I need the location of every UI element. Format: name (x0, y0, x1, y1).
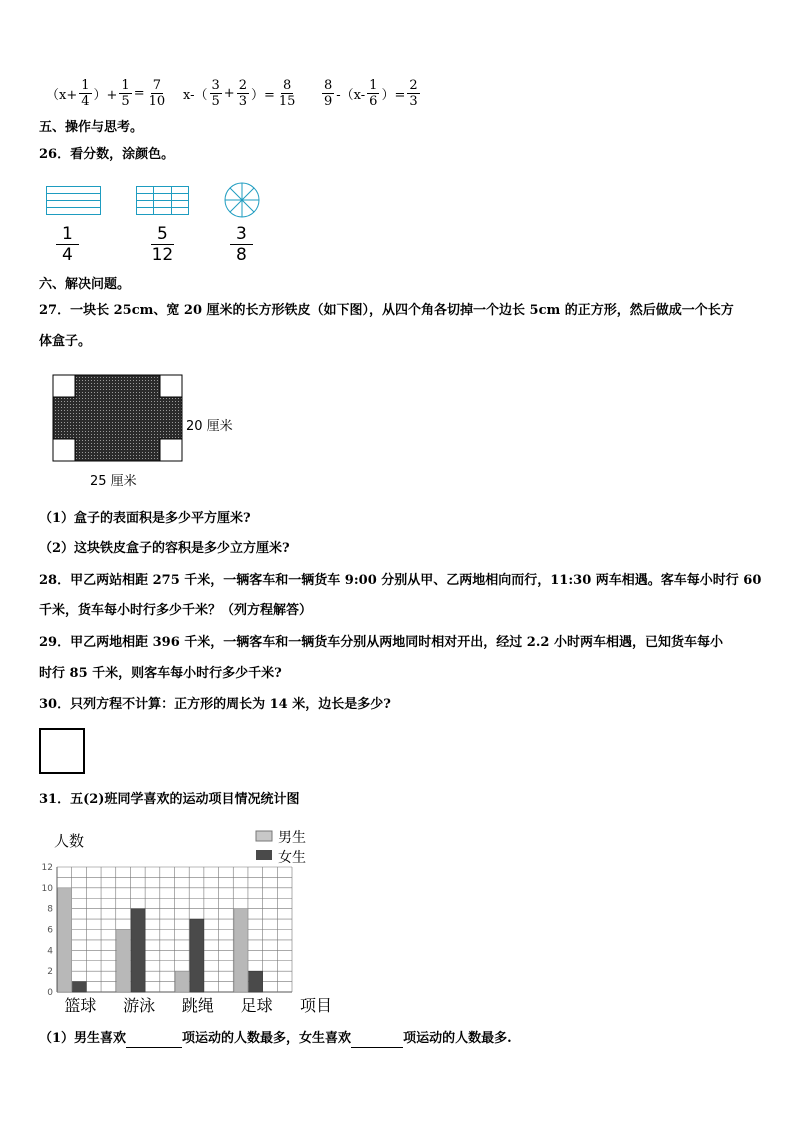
equation-1 (46, 78, 169, 109)
equation-2 (183, 78, 299, 109)
eq3-fraction-0: $\frac{8}{9}$ (324, 78, 333, 109)
rectangle-strips-figure (46, 186, 102, 216)
eq1-prefix: （x+ (46, 88, 78, 103)
eq2-prefix: x-（ (183, 88, 208, 103)
bar-boys-3 (234, 909, 248, 992)
bar-girls-1 (131, 909, 145, 992)
q31-sub1-text-c: 项运动的人数最多. (403, 1031, 512, 1046)
q31-sub1-text-b: 项运动的人数最多，女生喜欢 (182, 1031, 352, 1046)
bar-boys-1 (116, 930, 130, 993)
bar-girls-2 (190, 919, 204, 992)
eq2-fraction-b: $\frac{2}{3}$ (238, 78, 247, 109)
x-category-label: 足球 (240, 996, 273, 1015)
rectangle-grid-figure (136, 186, 190, 216)
legend-label-girls: 女生 (278, 850, 306, 866)
y-tick-label: 10 (41, 883, 53, 894)
bar-girls-3 (249, 971, 263, 992)
question-27-line-1: 27．一块长 25cm、宽 20 厘米的长方形铁皮（如下图），从四个角各切掉一个边长 5cm 的正方形，然后做成一个长方 (39, 303, 734, 318)
section-6-heading: 六、解决问题。 (39, 277, 131, 292)
eq1-fraction-c: $\frac{7}{10}$ (148, 78, 166, 109)
question-26: 26．看分数，涂颜色。 (39, 147, 175, 162)
answer-blank-boys[interactable] (126, 1033, 182, 1048)
square-figure (39, 728, 85, 774)
y-tick-labels (42, 863, 54, 998)
question-29-line-1: 29．甲乙两地相距 396 千米，一辆客车和一辆货车分别从两地同时相对开出，经过 2.2 小时两车相遇，已知货车每小 (39, 635, 723, 650)
eq2-fraction-a: $\frac{3}{5}$ (211, 78, 220, 109)
eq2-mid2: ）= (250, 88, 275, 103)
y-tick-label: 4 (47, 946, 53, 957)
question-29-line-2: 时行 85 千米，则客车每小时行多少千米? (39, 666, 282, 681)
sports-bar-chart (34, 826, 354, 1022)
question-31-sub-1 (39, 1030, 512, 1048)
y-tick-label: 12 (41, 863, 53, 873)
x-category-label: 游泳 (123, 996, 156, 1015)
question-27-sub-2: （2）这块铁皮盒子的容积是多少立方厘米? (39, 541, 290, 556)
eq3-prefix: -（x- (336, 88, 366, 103)
question-30: 30．只列方程不计算：正方形的周长为 14 米，边长是多少? (39, 697, 391, 712)
question-27-line-2: 体盒子。 (39, 334, 92, 349)
eq1-equals: = (133, 86, 145, 101)
y-axis-label: 人数 (54, 832, 85, 850)
bar-girls-0 (72, 982, 86, 992)
bar-boys-0 (58, 888, 72, 992)
question-28-line-1: 28．甲乙两站相距 275 千米，一辆客车和一辆货车 9:00 分别从甲、乙两地相向而行，11:30 两车相遇。客车每小时行 60 (39, 573, 762, 588)
x-axis-label: 项目 (300, 996, 333, 1015)
x-category-label: 篮球 (64, 996, 97, 1015)
circle-sectors-figure (223, 181, 261, 219)
eq2-mid: + (223, 86, 235, 101)
x-category-labels (64, 996, 272, 1015)
equation-3 (320, 78, 422, 109)
x-category-label: 跳绳 (181, 996, 214, 1015)
legend-swatch-girls (256, 850, 272, 860)
y-tick-label: 6 (47, 925, 53, 936)
answer-blank-girls[interactable] (351, 1033, 403, 1048)
eq2-fraction-c: $\frac{8}{15}$ (278, 78, 296, 109)
eq1-fraction-b: $\frac{1}{5}$ (121, 78, 130, 109)
question-28-line-2: 千米，货车每小时行多少千米？（列方程解答） (39, 603, 313, 618)
eq3-fraction-a: $\frac{1}{6}$ (369, 78, 378, 109)
legend-label-boys: 男生 (278, 830, 306, 846)
bar-boys-2 (175, 971, 189, 992)
question-31: 31．五(2)班同学喜欢的运动项目情况统计图 (39, 792, 300, 807)
eq1-mid: ）+ (93, 88, 118, 103)
eq3-fraction-c: $\frac{2}{3}$ (409, 78, 418, 109)
eq3-mid: ）= (381, 88, 406, 103)
y-tick-label: 2 (47, 967, 53, 978)
legend-swatch-boys (256, 831, 272, 841)
fraction-one-quarter: $\frac{1}{4}$ (56, 224, 79, 265)
fraction-three-eighths: $\frac{3}{8}$ (230, 224, 253, 265)
eq1-fraction-a: $\frac{1}{4}$ (81, 78, 90, 109)
length-label: 25 厘米 (90, 474, 137, 489)
fraction-five-twelfths: $\frac{5}{12}$ (151, 224, 174, 265)
q31-sub1-text-a: （1）男生喜欢 (39, 1031, 127, 1046)
y-tick-label: 8 (47, 904, 53, 915)
question-27-sub-1: （1）盒子的表面积是多少平方厘米? (39, 511, 251, 526)
width-label: 20 厘米 (186, 419, 233, 434)
y-tick-label: 0 (47, 988, 53, 998)
chart-legend (256, 829, 306, 866)
section-5-heading: 五、操作与思考。 (39, 120, 144, 135)
iron-sheet-figure (52, 374, 184, 464)
